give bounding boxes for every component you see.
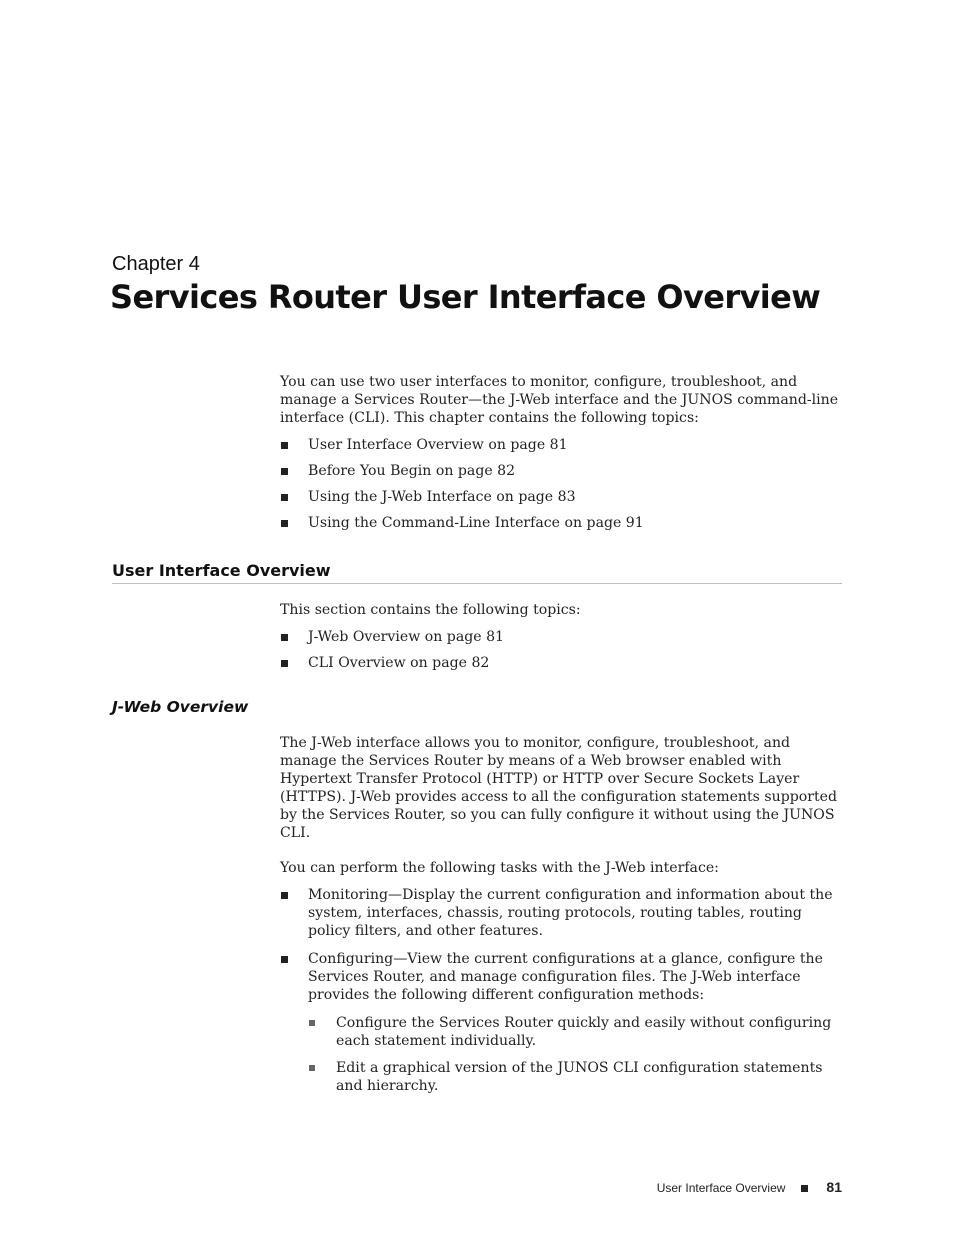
list-item [280, 436, 842, 454]
section-topic: CLI Overview on page 82 [308, 655, 490, 671]
intro-topic: Before You Begin on page 82 [308, 463, 516, 479]
chapter-title: Services Router User Interface Overview [110, 278, 821, 316]
sub-bullet-square-icon [309, 1020, 315, 1026]
bullet-square-icon [281, 660, 288, 667]
footer-section-title: User Interface Overview [656, 1181, 786, 1195]
chapter-label: Chapter 4 [112, 253, 200, 275]
intro-paragraph: You can use two user interfaces to monitor, configure, troubleshoot, and manage a Services Router—the J-Web interface and the JUNOS command-line interface (CLI). This chapter contains the following topics: [280, 374, 839, 426]
jweb-block [280, 734, 842, 1095]
jweb-task: Configuring—View the current configurations at a glance, configure the Services Router, and manage configuration files. The J-Web interface provides the following different configuration methods: [308, 951, 823, 1003]
bullet-square-icon [281, 442, 288, 449]
bullet-square-icon [281, 520, 288, 527]
jweb-task-list [280, 886, 842, 1095]
list-item [280, 462, 842, 480]
intro-block [280, 373, 842, 532]
bullet-square-icon [281, 634, 288, 641]
intro-topic: Using the Command-Line Interface on page 91 [308, 515, 644, 531]
section-topic: J-Web Overview on page 81 [308, 629, 505, 645]
footer-separator-icon [801, 1185, 808, 1192]
section-heading-user-interface [112, 561, 842, 584]
page-number: 81 [826, 1179, 842, 1195]
config-method-list [308, 1014, 842, 1095]
list-item [308, 1014, 842, 1050]
jweb-paragraph-2: You can perform the following tasks with the J-Web interface: [280, 860, 719, 876]
sub-bullet-square-icon [309, 1065, 315, 1071]
section-paragraph: This section contains the following topics: [280, 602, 581, 618]
list-item [280, 488, 842, 506]
list-item [280, 514, 842, 532]
bullet-square-icon [281, 494, 288, 501]
config-method: Edit a graphical version of the JUNOS CLI configuration statements and hierarchy. [336, 1060, 823, 1094]
subsection-heading-jweb: J-Web Overview [112, 698, 249, 716]
bullet-square-icon [281, 892, 288, 899]
list-item [280, 628, 842, 646]
config-method: Configure the Services Router quickly and easily without configuring each statement individually. [336, 1015, 832, 1049]
user-interface-block [280, 601, 842, 672]
bullet-square-icon [281, 956, 288, 963]
list-item [280, 886, 842, 940]
intro-topic: Using the J-Web Interface on page 83 [308, 489, 576, 505]
intro-topic-list [280, 436, 842, 532]
page-footer [657, 1179, 842, 1196]
jweb-task: Monitoring—Display the current configuration and information about the system, interfaces, chassis, routing protocols, routing tables, routing policy filters, and other features. [308, 887, 833, 939]
section-heading-text: User Interface Overview [112, 561, 331, 580]
section-topic-list [280, 628, 842, 672]
list-item [280, 654, 842, 672]
intro-topic: User Interface Overview on page 81 [308, 437, 568, 453]
jweb-paragraph-1: The J-Web interface allows you to monitor, configure, troubleshoot, and manage the Services Router by means of a Web browser enabled with Hypertext Transfer Protocol (HTTP) or HTTP over Secure Sockets Layer (HTTPS). J-Web provides access to all the configuration statements supported by the Services Router, so you can fully configure it without using the JUNOS CLI. [280, 735, 837, 841]
bullet-square-icon [281, 468, 288, 475]
list-item [308, 1059, 842, 1095]
list-item [280, 950, 842, 1095]
